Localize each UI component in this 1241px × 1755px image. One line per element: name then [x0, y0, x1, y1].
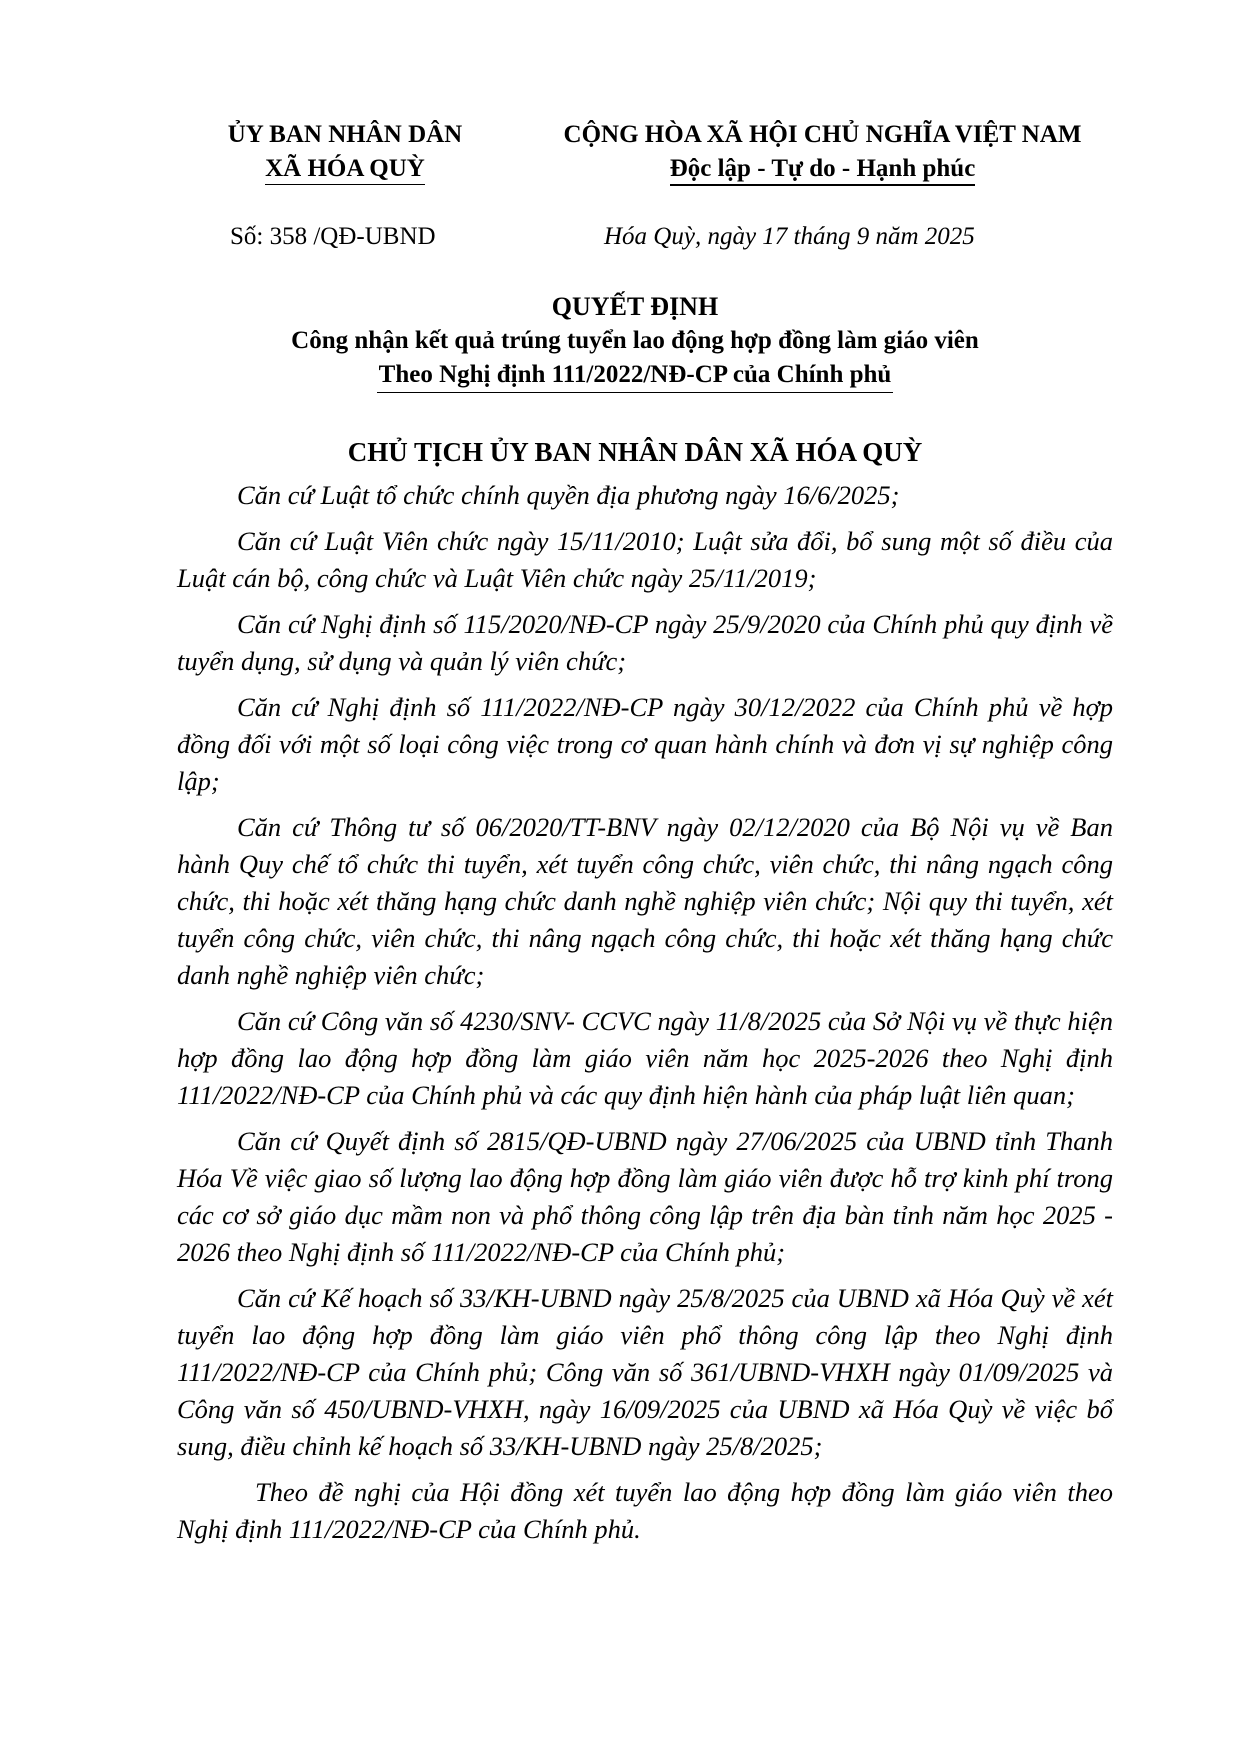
national-motto: Độc lập - Tự do - Hạnh phúc [670, 154, 976, 186]
issuing-authority-line1: ỦY BAN NHÂN DÂN [227, 121, 463, 148]
national-name: CỘNG HÒA XÃ HỘI CHỦ NGHĨA VIỆT NAM [563, 121, 1082, 148]
legal-basis-item: Căn cứ Kế hoạch số 33/KH-UBND ngày 25/8/2025 của UBND xã Hóa Quỳ về xét tuyển lao động hợp đồng làm giáo viên phổ thông công lập theo Nghị định 111/2022/NĐ-CP của Chính phủ; Công văn số 361/UBND-VHXH ngày 01/09/2025 và Công văn số 450/UBND-VHXH, ngày 16/09/2025 của UBND xã Hóa Quỳ về việc bổ sung, điều chỉnh kế hoạch số 33/KH-UBND ngày 25/8/2025; [177, 1283, 1113, 1461]
proposal-paragraph: Theo đề nghị của Hội đồng xét tuyển lao động hợp đồng làm giáo viên theo Nghị định 111/2022/NĐ-CP của Chính phủ. [177, 1477, 1113, 1544]
legal-basis-item: Căn cứ Luật Viên chức ngày 15/11/2010; Luật sửa đổi, bổ sung một số điều của Luật cán bộ, công chức và Luật Viên chức ngày 25/11/2019; [177, 526, 1113, 593]
legal-bases [177, 477, 1113, 1557]
legal-basis-item: Căn cứ Quyết định số 2815/QĐ-UBND ngày 27/06/2025 của UBND tỉnh Thanh Hóa Về việc giao số lượng lao động hợp đồng làm giáo viên được hỗ trợ kinh phí trong các cơ sở giáo dục mầm non và phổ thông công lập trên địa bàn tỉnh năm học 2025 - 2026 theo Nghị định số 111/2022/NĐ-CP của Chính phủ; [177, 1126, 1113, 1267]
title-basis: Theo Nghị định 111/2022/NĐ-CP của Chính phủ [377, 358, 894, 393]
legal-basis-item: Căn cứ Nghị định số 115/2020/NĐ-CP ngày 25/9/2020 của Chính phủ quy định về tuyển dụng, sử dụng và quản lý viên chức; [177, 609, 1113, 676]
title-main: QUYẾT ĐỊNH [551, 292, 719, 321]
issuing-authority [185, 118, 505, 186]
legal-basis-item: Căn cứ Thông tư số 06/2020/TT-BNV ngày 02/12/2020 của Bộ Nội vụ về Ban hành Quy chế tổ chức thi tuyển, xét tuyển công chức, viên chức, thi nâng ngạch công chức, thi hoặc xét thăng hạng chức danh nghề nghiệp viên chức; Nội quy thi tuyển, xét tuyển công chức, viên chức, thi nâng ngạch công chức, thi hoặc xét thăng hạng chức danh nghề nghiệp viên chức; [177, 812, 1113, 990]
document-number: Số: 358 /QĐ-UBND [230, 223, 436, 250]
national-header [520, 118, 1125, 186]
authority-heading: CHỦ TỊCH ỦY BAN NHÂN DÂN XÃ HÓA QUỲ [347, 437, 923, 467]
legal-basis-item: Căn cứ Luật tổ chức chính quyền địa phương ngày 16/6/2025; [237, 480, 900, 510]
issuing-authority-line2: XÃ HÓA QUỲ [265, 154, 425, 185]
place-date: Hóa Quỳ, ngày 17 tháng 9 năm 2025 [604, 223, 975, 250]
legal-basis-item: Căn cứ Nghị định số 111/2022/NĐ-CP ngày 30/12/2022 của Chính phủ về hợp đồng đối với một số loại công việc trong cơ quan hành chính và đơn vị sự nghiệp công lập; [177, 692, 1113, 796]
document-title [200, 290, 1070, 393]
legal-basis-item: Căn cứ Công văn số 4230/SNV- CCVC ngày 11/8/2025 của Sở Nội vụ về thực hiện hợp đồng lao động hợp đồng làm giáo viên năm học 2025-2026 theo Nghị định 111/2022/NĐ-CP của Chính phủ và các quy định hiện hành của pháp luật liên quan; [177, 1006, 1113, 1110]
title-subject: Công nhận kết quả trúng tuyển lao động hợp đồng làm giáo viên [291, 327, 979, 354]
